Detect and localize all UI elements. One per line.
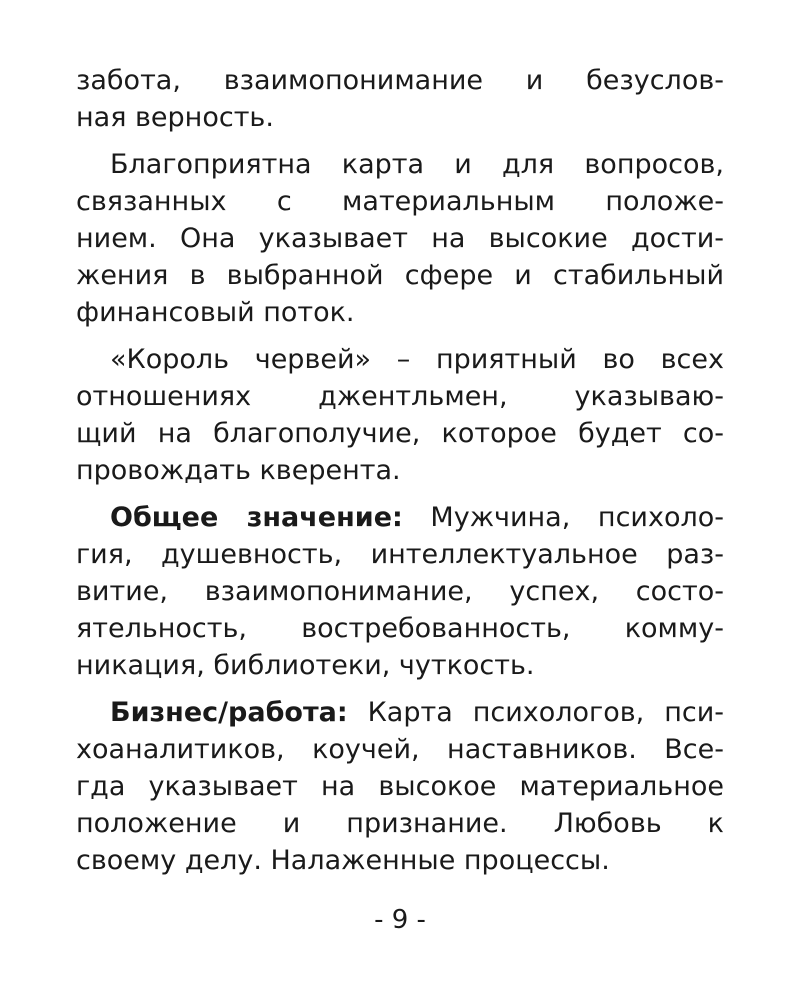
text-run: ятельность, востребованность, комму- <box>76 613 724 644</box>
text-run: своему делу. Налаженные процессы. <box>76 845 610 876</box>
text-line <box>76 341 724 378</box>
text-run: гия, душевность, интеллектуальное раз- <box>76 539 724 570</box>
text-run: Мужчина, психоло- <box>402 502 724 533</box>
text-line <box>76 183 724 220</box>
text-run: забота, взаимопонимание и безуслов- <box>76 65 724 96</box>
text-line <box>76 610 724 647</box>
text-line <box>76 257 724 294</box>
text-line <box>76 536 724 573</box>
text-line <box>76 731 724 768</box>
text-run: провождать кверента. <box>76 455 401 486</box>
text-run: витие, взаимопонимание, успех, состо- <box>76 576 724 607</box>
text-line <box>76 647 724 684</box>
text-run: жения в выбранной сфере и стабильный <box>76 260 724 291</box>
text-line <box>76 805 724 842</box>
bold-label: Общее значение: <box>110 502 403 533</box>
text-line <box>76 99 724 136</box>
text-run: щий на благополучие, которое будет со- <box>76 418 724 449</box>
page-body-text <box>76 62 724 889</box>
text-line <box>76 415 724 452</box>
bold-label: Бизнес/работа: <box>110 697 348 728</box>
paragraph <box>76 62 724 136</box>
text-run: отношениях джентльмен, указываю- <box>76 381 724 412</box>
text-run: Благоприятна карта и для вопросов, <box>110 149 724 180</box>
text-line <box>76 573 724 610</box>
text-run: «Король червей» – приятный во всех <box>110 344 724 375</box>
text-line <box>76 220 724 257</box>
text-run: финансовый поток. <box>76 297 355 328</box>
paragraph <box>76 499 724 684</box>
paragraph <box>76 146 724 331</box>
text-line <box>76 768 724 805</box>
text-run: гда указывает на высокое материальное <box>76 771 724 802</box>
text-line <box>76 499 724 536</box>
text-run: связанных с материальным положе- <box>76 186 724 217</box>
text-line <box>76 146 724 183</box>
text-line <box>76 842 724 879</box>
page-number: - 9 - <box>374 905 426 935</box>
text-run: положение и признание. Любовь к <box>76 808 724 839</box>
text-line <box>76 452 724 489</box>
paragraph <box>76 341 724 489</box>
text-run: никация, библиотеки, чуткость. <box>76 650 535 681</box>
text-line <box>76 378 724 415</box>
text-run: нием. Она указывает на высокие дости- <box>76 223 724 254</box>
paragraph <box>76 694 724 879</box>
text-run: ная верность. <box>76 102 274 133</box>
text-run: Карта психологов, пси- <box>347 697 724 728</box>
text-line <box>76 294 724 331</box>
text-line <box>76 694 724 731</box>
text-run: хоаналитиков, коучей, наставников. Все- <box>76 734 724 765</box>
text-line <box>76 62 724 99</box>
